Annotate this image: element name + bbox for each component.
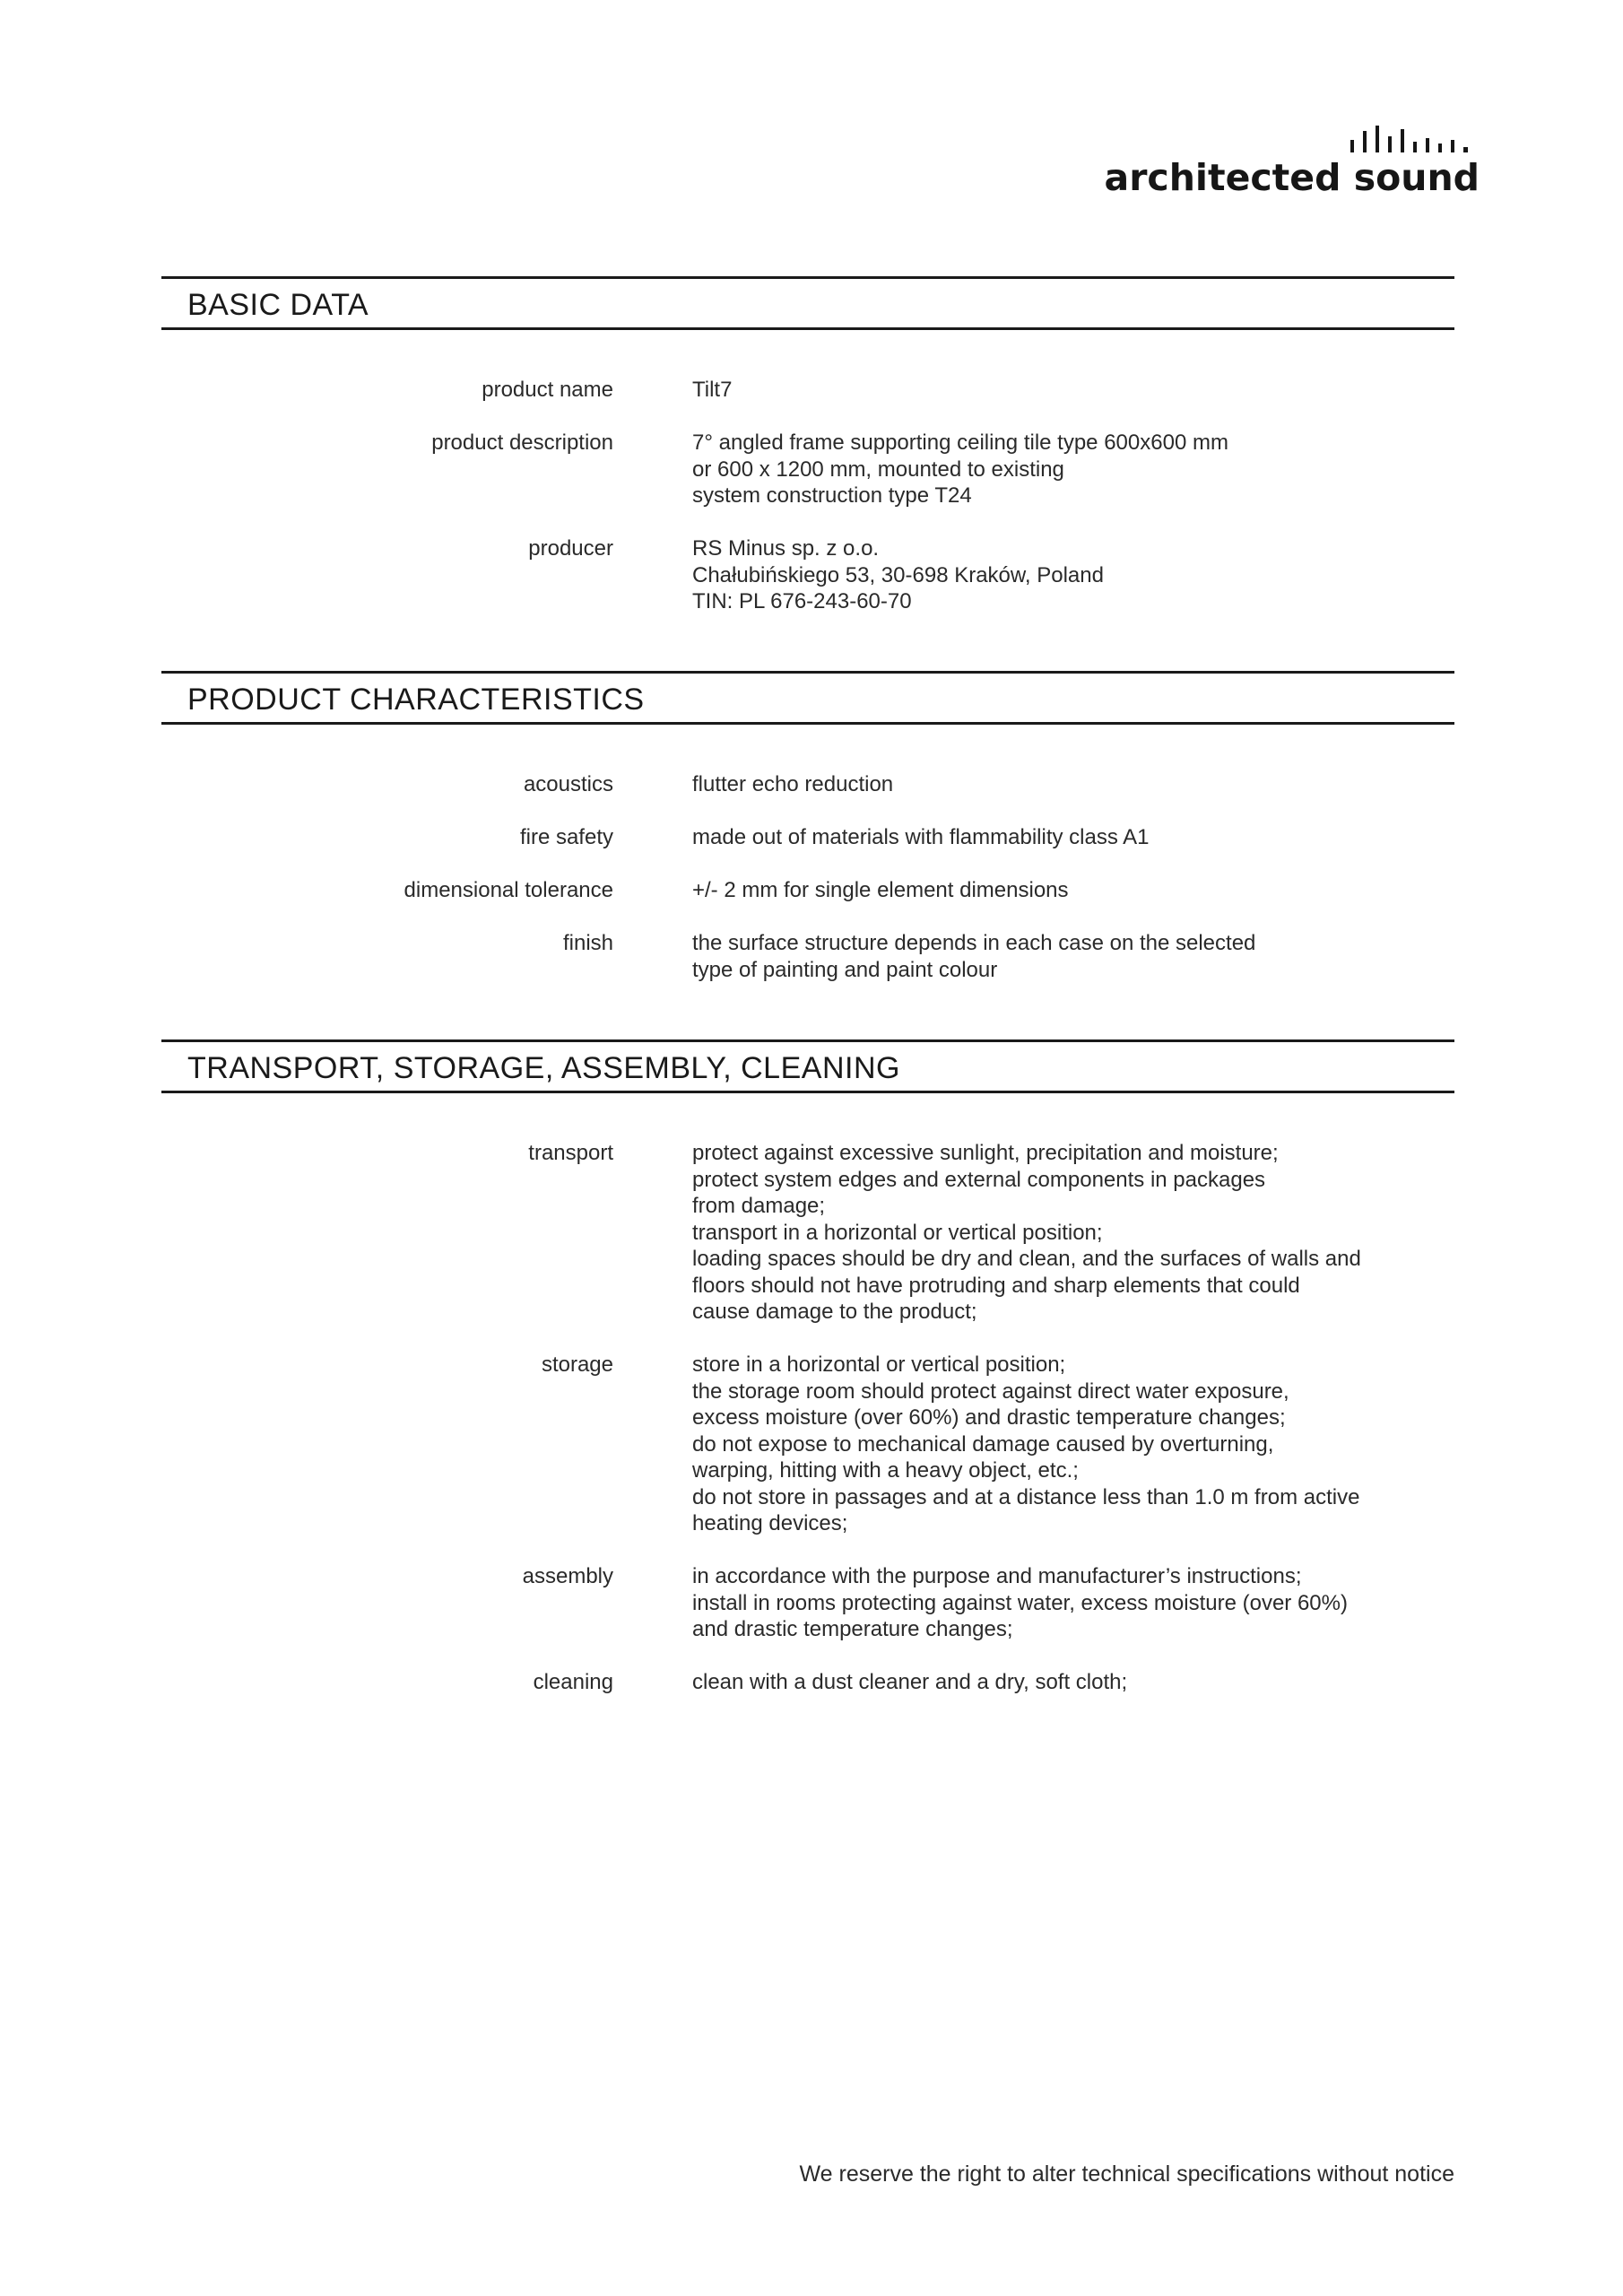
spec-label: storage bbox=[541, 1352, 613, 1377]
brand-logo bbox=[1031, 126, 1480, 206]
spec-value-line: protect against excessive sunlight, precipitation and moisture; bbox=[692, 1141, 1279, 1165]
spec-value bbox=[692, 1352, 1463, 1537]
spec-value bbox=[692, 1669, 1463, 1696]
spec-value-line: excess moisture (over 60%) and drastic temperature changes; bbox=[692, 1405, 1286, 1430]
spec-value bbox=[692, 1563, 1463, 1643]
spec-value-line: loading spaces should be dry and clean, and the surfaces of walls and bbox=[692, 1247, 1361, 1271]
brand-name: architected sound bbox=[1104, 156, 1480, 199]
spec-label: dimensional tolerance bbox=[404, 878, 613, 902]
spec-label: cleaning bbox=[533, 1670, 613, 1694]
spec-value-line: +/- 2 mm for single element dimensions bbox=[692, 878, 1069, 902]
spec-value-line: the surface structure depends in each case on the selected bbox=[692, 931, 1256, 955]
spec-label: product name bbox=[482, 378, 613, 402]
footer-disclaimer: We reserve the right to alter technical specifications without notice bbox=[799, 2161, 1454, 2187]
spec-label: producer bbox=[528, 536, 613, 561]
spec-value-line: and drastic temperature changes; bbox=[692, 1617, 1013, 1641]
spec-value-line: system construction type T24 bbox=[692, 483, 972, 508]
spec-value bbox=[692, 771, 1463, 798]
spec-label: assembly bbox=[522, 1564, 613, 1588]
spec-value-line: install in rooms protecting against water, excess moisture (over 60%) bbox=[692, 1590, 1348, 1615]
spec-value bbox=[692, 930, 1463, 983]
spec-value-line: Tilt7 bbox=[692, 378, 733, 402]
spec-value-line: TIN: PL 676-243-60-70 bbox=[692, 589, 912, 613]
spec-value-line: cause damage to the product; bbox=[692, 1300, 977, 1324]
spec-value bbox=[692, 377, 1463, 404]
spec-value-line: made out of materials with flammability class A1 bbox=[692, 825, 1150, 849]
spec-value-line: from damage; bbox=[692, 1194, 826, 1218]
spec-label: fire safety bbox=[519, 825, 613, 849]
section-header bbox=[161, 276, 1454, 330]
section-title: BASIC DATA bbox=[187, 288, 369, 322]
spec-value-line: floors should not have protruding and sharp elements that could bbox=[692, 1273, 1300, 1298]
spec-value-line: do not store in passages and at a distance less than 1.0 m from active bbox=[692, 1484, 1360, 1509]
spec-value-line: protect system edges and external components in packages bbox=[692, 1167, 1266, 1192]
spec-value bbox=[692, 877, 1463, 904]
spec-value-line: Chałubińskiego 53, 30-698 Kraków, Poland bbox=[692, 562, 1104, 587]
section-title: TRANSPORT, STORAGE, ASSEMBLY, CLEANING bbox=[187, 1051, 900, 1085]
spec-value bbox=[692, 1140, 1463, 1326]
spec-value-line: or 600 x 1200 mm, mounted to existing bbox=[692, 457, 1064, 482]
spec-value-line: store in a horizontal or vertical position; bbox=[692, 1352, 1066, 1377]
section-header bbox=[161, 671, 1454, 725]
spec-value-line: warping, hitting with a heavy object, etc.; bbox=[692, 1458, 1079, 1483]
spec-label: product description bbox=[431, 430, 613, 455]
spec-label: finish bbox=[562, 931, 613, 955]
spec-value-line: clean with a dust cleaner and a dry, soft cloth; bbox=[692, 1670, 1128, 1694]
section-transport-storage bbox=[161, 1039, 1454, 1694]
spec-value-line: do not expose to mechanical damage caused by overturning, bbox=[692, 1431, 1274, 1457]
spec-value-line: transport in a horizontal or vertical position; bbox=[692, 1220, 1103, 1245]
spec-value bbox=[692, 824, 1463, 851]
spec-value-line: RS Minus sp. z o.o. bbox=[692, 536, 880, 561]
section-header bbox=[161, 1039, 1454, 1093]
section-product-characteristics bbox=[161, 671, 1454, 982]
spec-value-line: type of painting and paint colour bbox=[692, 957, 998, 982]
spec-value-line: 7° angled frame supporting ceiling tile type 600x600 mm bbox=[692, 430, 1228, 455]
spec-label: transport bbox=[528, 1141, 613, 1165]
spec-value-line: flutter echo reduction bbox=[692, 772, 894, 796]
spec-value bbox=[692, 430, 1463, 509]
spec-label: acoustics bbox=[523, 772, 613, 796]
spec-value bbox=[692, 535, 1463, 615]
spec-value-line: heating devices; bbox=[692, 1511, 848, 1535]
spec-value-line: the storage room should protect against direct water exposure, bbox=[692, 1378, 1289, 1404]
section-title: PRODUCT CHARACTERISTICS bbox=[187, 683, 645, 717]
sound-bars-icon bbox=[1347, 126, 1472, 154]
spec-value-line: in accordance with the purpose and manufacturer’s instructions; bbox=[692, 1564, 1302, 1588]
section-basic-data bbox=[161, 276, 1454, 613]
